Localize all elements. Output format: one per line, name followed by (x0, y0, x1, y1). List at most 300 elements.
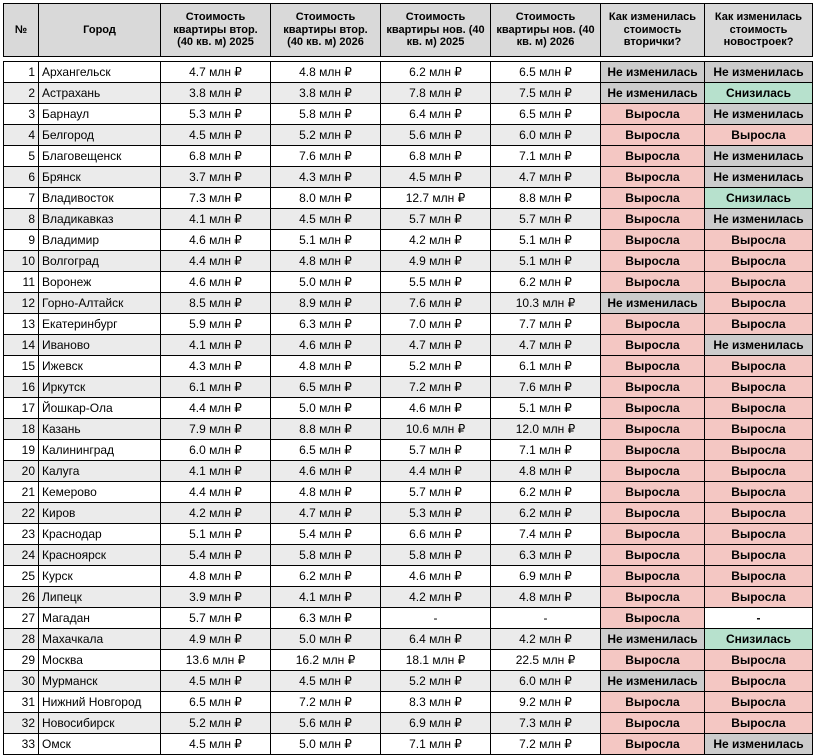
table-row (4, 692, 813, 713)
secondary-price-2025: 4.4 млн ₽ (161, 398, 271, 419)
new-price-2025: 4.2 млн ₽ (381, 587, 491, 608)
new-change-status: Выросла (705, 482, 813, 503)
table-row (4, 587, 813, 608)
new-change-status: Выросла (705, 398, 813, 419)
secondary-change-status: Выросла (601, 419, 705, 440)
secondary-price-2026: 3.8 млн ₽ (271, 83, 381, 104)
table-row (4, 251, 813, 272)
secondary-price-2025: 4.5 млн ₽ (161, 125, 271, 146)
secondary-price-2025: 4.7 млн ₽ (161, 62, 271, 83)
city-name: Нижний Новгород (39, 692, 161, 713)
row-number: 12 (4, 293, 39, 314)
city-name: Воронеж (39, 272, 161, 293)
row-number: 31 (4, 692, 39, 713)
new-change-status: Выросла (705, 293, 813, 314)
new-price-2025: 18.1 млн ₽ (381, 650, 491, 671)
table-header (4, 4, 813, 57)
new-price-2025: 6.4 млн ₽ (381, 629, 491, 650)
secondary-price-2026: 5.1 млн ₽ (271, 230, 381, 251)
city-name: Казань (39, 419, 161, 440)
secondary-price-2025: 4.4 млн ₽ (161, 251, 271, 272)
row-number: 32 (4, 713, 39, 734)
city-name: Йошкар-Ола (39, 398, 161, 419)
table-row (4, 608, 813, 629)
city-name: Омск (39, 734, 161, 755)
new-price-2025: 7.6 млн ₽ (381, 293, 491, 314)
new-price-2025: 10.6 млн ₽ (381, 419, 491, 440)
secondary-change-status: Выросла (601, 692, 705, 713)
new-price-2025: 8.3 млн ₽ (381, 692, 491, 713)
city-name: Краснодар (39, 524, 161, 545)
table-row (4, 209, 813, 230)
secondary-price-2026: 4.6 млн ₽ (271, 335, 381, 356)
new-price-2026: 6.0 млн ₽ (491, 125, 601, 146)
new-price-2026: 6.9 млн ₽ (491, 566, 601, 587)
secondary-price-2025: 6.5 млн ₽ (161, 692, 271, 713)
row-number: 29 (4, 650, 39, 671)
new-price-2025: 4.7 млн ₽ (381, 335, 491, 356)
secondary-change-status: Выросла (601, 104, 705, 125)
secondary-price-2026: 5.0 млн ₽ (271, 272, 381, 293)
new-change-status: Выросла (705, 230, 813, 251)
row-number: 3 (4, 104, 39, 125)
new-price-2025: 5.3 млн ₽ (381, 503, 491, 524)
header-new-2026-text: Стоимость квартиры нов. (40 кв. м) 2026 (496, 11, 595, 49)
city-name: Магадан (39, 608, 161, 629)
new-price-2025: 7.8 млн ₽ (381, 83, 491, 104)
new-price-2026: 7.4 млн ₽ (491, 524, 601, 545)
secondary-price-2025: 4.5 млн ₽ (161, 671, 271, 692)
new-change-status: Выросла (705, 314, 813, 335)
city-name: Владимир (39, 230, 161, 251)
table-row (4, 524, 813, 545)
new-price-2026: 6.5 млн ₽ (491, 104, 601, 125)
new-change-status: Не изменилась (705, 335, 813, 356)
new-price-2025: 5.7 млн ₽ (381, 482, 491, 503)
secondary-change-status: Не изменилась (601, 671, 705, 692)
city-name: Курск (39, 566, 161, 587)
new-price-2025: 7.1 млн ₽ (381, 734, 491, 755)
row-number: 8 (4, 209, 39, 230)
new-change-status: Выросла (705, 356, 813, 377)
secondary-price-2025: 3.8 млн ₽ (161, 83, 271, 104)
table-row (4, 629, 813, 650)
header-secondary-2026-text: Стоимость квартиры втор. (40 кв. м) 2026 (283, 11, 368, 49)
secondary-price-2026: 5.0 млн ₽ (271, 734, 381, 755)
secondary-change-status: Выросла (601, 188, 705, 209)
secondary-price-2026: 4.8 млн ₽ (271, 356, 381, 377)
secondary-price-2025: 4.4 млн ₽ (161, 482, 271, 503)
secondary-price-2025: 5.9 млн ₽ (161, 314, 271, 335)
new-change-status: Выросла (705, 377, 813, 398)
new-price-2026: 22.5 млн ₽ (491, 650, 601, 671)
new-change-status: Не изменилась (705, 734, 813, 755)
row-number: 25 (4, 566, 39, 587)
new-price-2025: 5.6 млн ₽ (381, 125, 491, 146)
secondary-price-2025: 7.9 млн ₽ (161, 419, 271, 440)
row-number: 6 (4, 167, 39, 188)
secondary-price-2026: 5.2 млн ₽ (271, 125, 381, 146)
new-price-2026: 7.6 млн ₽ (491, 377, 601, 398)
row-number: 17 (4, 398, 39, 419)
new-price-2026: 7.1 млн ₽ (491, 440, 601, 461)
secondary-change-status: Выросла (601, 272, 705, 293)
table-row (4, 314, 813, 335)
row-number: 13 (4, 314, 39, 335)
secondary-price-2025: 5.2 млн ₽ (161, 713, 271, 734)
new-price-2025: 6.4 млн ₽ (381, 104, 491, 125)
city-name: Архангельск (39, 62, 161, 83)
secondary-price-2026: 4.5 млн ₽ (271, 671, 381, 692)
new-change-status: - (705, 608, 813, 629)
header-new-2025-text: Стоимость квартиры нов. (40 кв. м) 2025 (386, 11, 485, 49)
new-price-2025: 4.6 млн ₽ (381, 398, 491, 419)
row-number: 18 (4, 419, 39, 440)
secondary-price-2025: 5.7 млн ₽ (161, 608, 271, 629)
secondary-price-2025: 4.6 млн ₽ (161, 272, 271, 293)
city-name: Волгоград (39, 251, 161, 272)
table-row (4, 440, 813, 461)
secondary-change-status: Выросла (601, 377, 705, 398)
table-row (4, 167, 813, 188)
new-change-status: Снизилась (705, 83, 813, 104)
header-secondary-change-text: Как изменилась стоимость вторички? (608, 11, 697, 49)
table-row (4, 482, 813, 503)
city-name: Иваново (39, 335, 161, 356)
secondary-price-2026: 5.8 млн ₽ (271, 104, 381, 125)
table-row (4, 545, 813, 566)
row-number: 1 (4, 62, 39, 83)
row-number: 16 (4, 377, 39, 398)
row-number: 27 (4, 608, 39, 629)
secondary-price-2025: 8.5 млн ₽ (161, 293, 271, 314)
secondary-price-2026: 5.0 млн ₽ (271, 629, 381, 650)
new-price-2026: 7.5 млн ₽ (491, 83, 601, 104)
secondary-change-status: Выросла (601, 314, 705, 335)
city-name: Владикавказ (39, 209, 161, 230)
new-price-2026: 7.7 млн ₽ (491, 314, 601, 335)
new-price-2025: 7.2 млн ₽ (381, 377, 491, 398)
secondary-price-2025: 4.3 млн ₽ (161, 356, 271, 377)
city-name: Кемерово (39, 482, 161, 503)
new-price-2025: - (381, 608, 491, 629)
header-new-2025 (381, 4, 491, 57)
new-change-status: Не изменилась (705, 62, 813, 83)
secondary-price-2026: 16.2 млн ₽ (271, 650, 381, 671)
secondary-change-status: Выросла (601, 608, 705, 629)
row-number: 21 (4, 482, 39, 503)
secondary-change-status: Не изменилась (601, 83, 705, 104)
new-change-status: Снизилась (705, 188, 813, 209)
new-change-status: Снизилась (705, 629, 813, 650)
header-secondary-2026 (271, 4, 381, 57)
header-new-change (705, 4, 813, 57)
row-number: 11 (4, 272, 39, 293)
table-body (4, 57, 813, 755)
secondary-price-2026: 6.5 млн ₽ (271, 377, 381, 398)
new-change-status: Не изменилась (705, 146, 813, 167)
new-price-2025: 6.8 млн ₽ (381, 146, 491, 167)
new-price-2026: 4.2 млн ₽ (491, 629, 601, 650)
new-price-2026: 5.1 млн ₽ (491, 230, 601, 251)
new-price-2025: 4.9 млн ₽ (381, 251, 491, 272)
secondary-change-status: Не изменилась (601, 62, 705, 83)
new-change-status: Выросла (705, 650, 813, 671)
city-name: Киров (39, 503, 161, 524)
secondary-price-2026: 4.6 млн ₽ (271, 461, 381, 482)
table-row (4, 461, 813, 482)
new-price-2026: 6.2 млн ₽ (491, 482, 601, 503)
new-change-status: Не изменилась (705, 104, 813, 125)
secondary-price-2026: 4.7 млн ₽ (271, 503, 381, 524)
new-change-status: Выросла (705, 125, 813, 146)
new-price-2026: 6.5 млн ₽ (491, 62, 601, 83)
new-price-2026: 8.8 млн ₽ (491, 188, 601, 209)
secondary-change-status: Выросла (601, 503, 705, 524)
new-price-2026: 4.7 млн ₽ (491, 335, 601, 356)
secondary-price-2026: 5.4 млн ₽ (271, 524, 381, 545)
table-row (4, 671, 813, 692)
new-price-2026: 5.7 млн ₽ (491, 209, 601, 230)
table-row (4, 230, 813, 251)
header-new-2026 (491, 4, 601, 57)
new-price-2025: 5.5 млн ₽ (381, 272, 491, 293)
secondary-price-2025: 5.3 млн ₽ (161, 104, 271, 125)
secondary-change-status: Выросла (601, 335, 705, 356)
table-row (4, 377, 813, 398)
new-price-2025: 5.2 млн ₽ (381, 671, 491, 692)
secondary-change-status: Выросла (601, 524, 705, 545)
new-change-status: Выросла (705, 671, 813, 692)
secondary-change-status: Выросла (601, 251, 705, 272)
new-change-status: Выросла (705, 587, 813, 608)
city-name: Белгород (39, 125, 161, 146)
new-price-2026: 6.1 млн ₽ (491, 356, 601, 377)
new-price-2025: 5.7 млн ₽ (381, 209, 491, 230)
secondary-price-2026: 6.5 млн ₽ (271, 440, 381, 461)
new-price-2025: 5.2 млн ₽ (381, 356, 491, 377)
row-number: 22 (4, 503, 39, 524)
secondary-price-2025: 4.1 млн ₽ (161, 335, 271, 356)
new-price-2025: 4.5 млн ₽ (381, 167, 491, 188)
row-number: 28 (4, 629, 39, 650)
header-secondary-2025 (161, 4, 271, 57)
new-price-2025: 12.7 млн ₽ (381, 188, 491, 209)
secondary-price-2026: 4.8 млн ₽ (271, 62, 381, 83)
new-price-2026: 10.3 млн ₽ (491, 293, 601, 314)
table-row (4, 62, 813, 83)
secondary-price-2025: 6.0 млн ₽ (161, 440, 271, 461)
row-number: 26 (4, 587, 39, 608)
secondary-price-2026: 4.5 млн ₽ (271, 209, 381, 230)
secondary-change-status: Выросла (601, 440, 705, 461)
secondary-change-status: Выросла (601, 461, 705, 482)
city-name: Благовещенск (39, 146, 161, 167)
secondary-price-2026: 6.3 млн ₽ (271, 608, 381, 629)
table-row (4, 713, 813, 734)
new-price-2026: 7.1 млн ₽ (491, 146, 601, 167)
table-row (4, 83, 813, 104)
row-number: 14 (4, 335, 39, 356)
new-price-2026: 9.2 млн ₽ (491, 692, 601, 713)
new-change-status: Выросла (705, 545, 813, 566)
new-price-2025: 6.2 млн ₽ (381, 62, 491, 83)
city-name: Ижевск (39, 356, 161, 377)
city-name: Мурманск (39, 671, 161, 692)
new-price-2026: 6.2 млн ₽ (491, 503, 601, 524)
city-name: Калининград (39, 440, 161, 461)
new-change-status: Выросла (705, 272, 813, 293)
table-row (4, 125, 813, 146)
city-name: Новосибирск (39, 713, 161, 734)
table-row (4, 272, 813, 293)
secondary-price-2025: 4.5 млн ₽ (161, 734, 271, 755)
secondary-change-status: Выросла (601, 146, 705, 167)
new-price-2025: 4.4 млн ₽ (381, 461, 491, 482)
secondary-change-status: Не изменилась (601, 629, 705, 650)
secondary-price-2025: 5.4 млн ₽ (161, 545, 271, 566)
header-secondary-2025-text: Стоимость квартиры втор. (40 кв. м) 2025 (173, 11, 258, 49)
row-number: 15 (4, 356, 39, 377)
table-row (4, 398, 813, 419)
secondary-change-status: Выросла (601, 209, 705, 230)
new-price-2025: 6.6 млн ₽ (381, 524, 491, 545)
table-row (4, 335, 813, 356)
secondary-change-status: Выросла (601, 713, 705, 734)
new-price-2026: 6.2 млн ₽ (491, 272, 601, 293)
table-row (4, 293, 813, 314)
row-number: 2 (4, 83, 39, 104)
row-number: 5 (4, 146, 39, 167)
row-number: 20 (4, 461, 39, 482)
city-name: Иркутск (39, 377, 161, 398)
header-secondary-change (601, 4, 705, 57)
secondary-change-status: Выросла (601, 230, 705, 251)
table-row (4, 503, 813, 524)
new-change-status: Выросла (705, 440, 813, 461)
secondary-change-status: Выросла (601, 650, 705, 671)
secondary-change-status: Выросла (601, 356, 705, 377)
new-price-2026: 6.0 млн ₽ (491, 671, 601, 692)
secondary-change-status: Выросла (601, 545, 705, 566)
secondary-price-2026: 4.1 млн ₽ (271, 587, 381, 608)
secondary-price-2025: 4.2 млн ₽ (161, 503, 271, 524)
secondary-price-2026: 7.2 млн ₽ (271, 692, 381, 713)
city-name: Владивосток (39, 188, 161, 209)
header-num: № (4, 4, 39, 57)
secondary-price-2025: 4.6 млн ₽ (161, 230, 271, 251)
secondary-price-2026: 4.3 млн ₽ (271, 167, 381, 188)
row-number: 4 (4, 125, 39, 146)
city-name: Астрахань (39, 83, 161, 104)
new-price-2025: 5.7 млн ₽ (381, 440, 491, 461)
row-number: 33 (4, 734, 39, 755)
new-price-2026: 4.8 млн ₽ (491, 461, 601, 482)
new-change-status: Выросла (705, 524, 813, 545)
secondary-price-2026: 5.0 млн ₽ (271, 398, 381, 419)
new-change-status: Не изменилась (705, 209, 813, 230)
new-price-2026: 6.3 млн ₽ (491, 545, 601, 566)
secondary-price-2026: 7.6 млн ₽ (271, 146, 381, 167)
header-new-change-text: Как изменилась стоимость новостроек? (714, 11, 803, 49)
new-price-2026: 5.1 млн ₽ (491, 398, 601, 419)
table-row (4, 566, 813, 587)
new-change-status: Выросла (705, 461, 813, 482)
secondary-price-2025: 7.3 млн ₽ (161, 188, 271, 209)
secondary-price-2026: 8.9 млн ₽ (271, 293, 381, 314)
table-row (4, 734, 813, 755)
new-price-2025: 4.6 млн ₽ (381, 566, 491, 587)
row-number: 23 (4, 524, 39, 545)
new-price-2025: 4.2 млн ₽ (381, 230, 491, 251)
city-name: Брянск (39, 167, 161, 188)
new-price-2025: 6.9 млн ₽ (381, 713, 491, 734)
new-price-2026: 5.1 млн ₽ (491, 251, 601, 272)
new-change-status: Выросла (705, 503, 813, 524)
secondary-price-2025: 3.7 млн ₽ (161, 167, 271, 188)
secondary-price-2026: 4.8 млн ₽ (271, 482, 381, 503)
new-change-status: Не изменилась (705, 167, 813, 188)
new-change-status: Выросла (705, 692, 813, 713)
table-row (4, 104, 813, 125)
new-change-status: Выросла (705, 251, 813, 272)
new-price-2026: - (491, 608, 601, 629)
secondary-price-2025: 3.9 млн ₽ (161, 587, 271, 608)
secondary-change-status: Выросла (601, 734, 705, 755)
new-price-2026: 12.0 млн ₽ (491, 419, 601, 440)
secondary-price-2025: 4.1 млн ₽ (161, 209, 271, 230)
secondary-price-2026: 6.2 млн ₽ (271, 566, 381, 587)
secondary-price-2026: 5.8 млн ₽ (271, 545, 381, 566)
new-change-status: Выросла (705, 419, 813, 440)
row-number: 7 (4, 188, 39, 209)
table-row (4, 188, 813, 209)
secondary-price-2025: 13.6 млн ₽ (161, 650, 271, 671)
new-price-2025: 5.8 млн ₽ (381, 545, 491, 566)
row-number: 30 (4, 671, 39, 692)
secondary-change-status: Выросла (601, 125, 705, 146)
city-name: Калуга (39, 461, 161, 482)
new-change-status: Выросла (705, 713, 813, 734)
price-table-wrapper (3, 3, 813, 755)
table-row (4, 356, 813, 377)
secondary-price-2025: 4.9 млн ₽ (161, 629, 271, 650)
city-name: Красноярск (39, 545, 161, 566)
secondary-price-2025: 4.8 млн ₽ (161, 566, 271, 587)
secondary-price-2026: 5.6 млн ₽ (271, 713, 381, 734)
secondary-change-status: Выросла (601, 167, 705, 188)
price-table (3, 3, 813, 755)
city-name: Москва (39, 650, 161, 671)
secondary-price-2026: 4.8 млн ₽ (271, 251, 381, 272)
row-number: 24 (4, 545, 39, 566)
city-name: Махачкала (39, 629, 161, 650)
row-number: 9 (4, 230, 39, 251)
city-name: Липецк (39, 587, 161, 608)
new-change-status: Выросла (705, 566, 813, 587)
secondary-price-2025: 4.1 млн ₽ (161, 461, 271, 482)
secondary-change-status: Выросла (601, 587, 705, 608)
header-city: Город (39, 4, 161, 57)
secondary-change-status: Выросла (601, 566, 705, 587)
new-price-2026: 4.8 млн ₽ (491, 587, 601, 608)
table-row (4, 419, 813, 440)
city-name: Екатеринбург (39, 314, 161, 335)
secondary-change-status: Выросла (601, 482, 705, 503)
secondary-price-2026: 8.0 млн ₽ (271, 188, 381, 209)
city-name: Горно-Алтайск (39, 293, 161, 314)
row-number: 19 (4, 440, 39, 461)
